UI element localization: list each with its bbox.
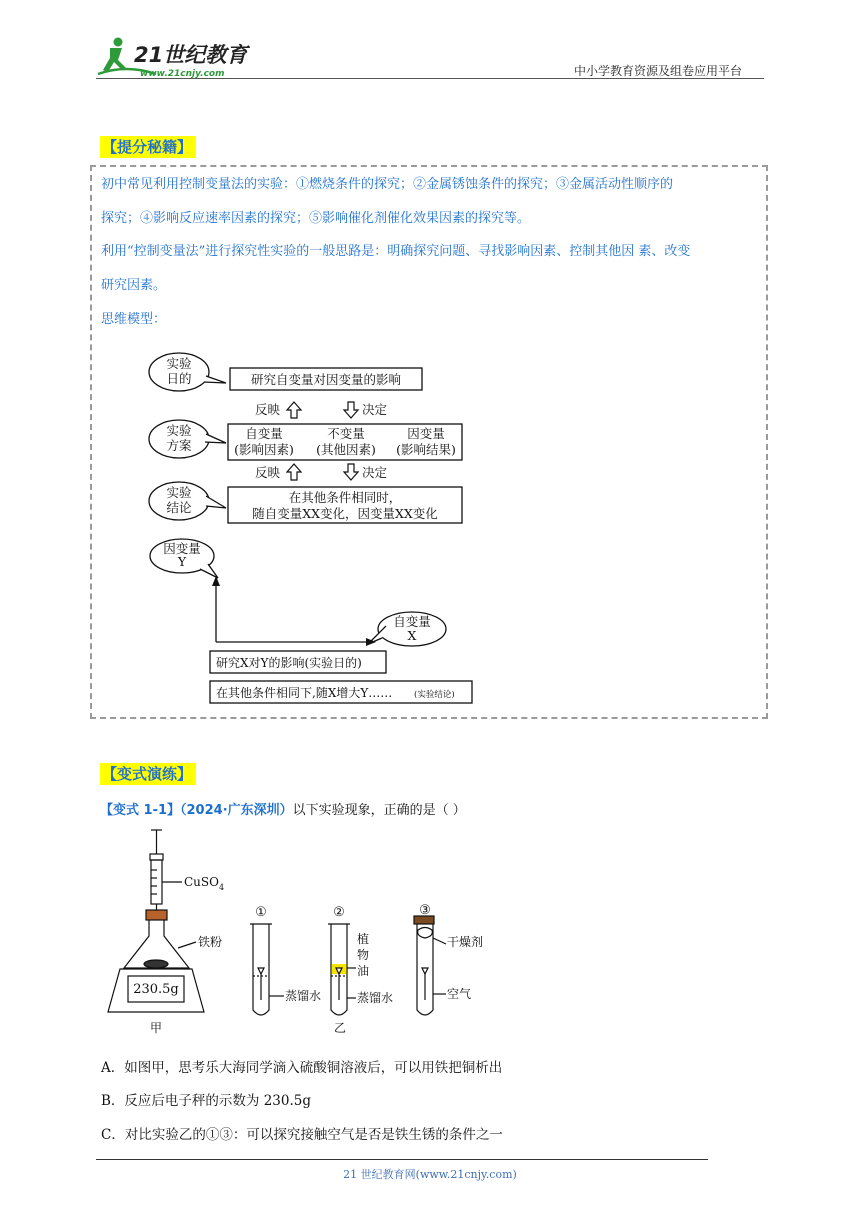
thinking-model-diagram bbox=[146, 346, 486, 714]
plan-col-3-line-2: (影响结果) bbox=[396, 442, 456, 457]
arrow-up-reflect-2 bbox=[287, 464, 301, 480]
practice-section-title: 【变式演练】 bbox=[100, 763, 196, 785]
logo-url-text: www.21cnjy.com bbox=[140, 69, 225, 79]
bubble-y-line-1: 因变量 bbox=[163, 541, 201, 556]
oil-label-line-1: 植 bbox=[357, 932, 370, 946]
tube-3-number: ③ bbox=[419, 903, 431, 918]
bubble-y-line-2: Y bbox=[177, 554, 187, 569]
tube-1-water-label: 蒸馏水 bbox=[285, 989, 322, 1003]
cuso4-label: CuSO$_4$ bbox=[184, 875, 225, 892]
iron-powder-label: 铁粉 bbox=[198, 935, 223, 949]
box-result-small-text: (实验结论) bbox=[414, 690, 455, 700]
tips-paragraph-2-line-2: 研究因素。 bbox=[101, 278, 167, 293]
thinking-model-label: 思维模型： bbox=[101, 312, 167, 327]
experiment-figure bbox=[100, 826, 484, 1048]
tube-2-number: ② bbox=[333, 905, 345, 920]
plan-col-2-line-1: 不变量 bbox=[327, 426, 365, 441]
arrow-up-reflect-1 bbox=[287, 402, 301, 418]
header-platform-text: 中小学教育资源及组卷应用平台 bbox=[574, 64, 743, 78]
test-tube-2-icon bbox=[328, 924, 356, 1015]
question-source: （2024·广东深圳） bbox=[180, 803, 293, 818]
footer-divider bbox=[96, 1159, 708, 1160]
air-label: 空气 bbox=[447, 987, 472, 1001]
arrow-down-decide-1 bbox=[344, 402, 358, 418]
option-a: A．如图甲，思考乐大海同学滴入硫酸铜溶液后，可以用铁把铜析出 bbox=[101, 1060, 503, 1076]
bubble-plan-line-1: 实验 bbox=[166, 423, 192, 438]
bubble-x-line-1: 自变量 bbox=[393, 614, 431, 629]
tube-1-number: ① bbox=[255, 905, 267, 920]
box-purpose-text: 研究自变量对因变量的影响 bbox=[250, 372, 402, 387]
bubble-purpose-line-2: 日的 bbox=[166, 371, 192, 386]
tips-paragraph-2-line-1: 利用“控制变量法”进行探究性实验的一般思路是：明确探究问题、寻找影响因素、控制其他因 素、改变 bbox=[101, 244, 691, 259]
figure-yi-label: 乙 bbox=[333, 1021, 347, 1035]
option-b: B．反应后电子秤的示数为 230.5g bbox=[101, 1093, 312, 1109]
y-arrowhead bbox=[212, 576, 220, 586]
footer-text: 21 世纪教育网(www.21cnjy.com) bbox=[343, 1168, 517, 1181]
oil-label-line-3: 油 bbox=[357, 964, 370, 978]
label-reflect-2: 反映 bbox=[254, 465, 280, 480]
label-decide-1: 决定 bbox=[362, 402, 388, 417]
bubble-plan-line-2: 方案 bbox=[166, 438, 192, 453]
box-research-text: 研究X对Y的影响(实验日的) bbox=[216, 656, 362, 670]
syringe-icon bbox=[150, 830, 182, 912]
plan-col-1-line-1: 自变量 bbox=[245, 426, 283, 441]
question-text: 以下实验现象，正确的是（ ） bbox=[292, 803, 466, 818]
scale-reading: 230.5g bbox=[133, 982, 179, 997]
bubble-purpose-line-1: 实验 bbox=[166, 356, 192, 371]
tips-section-title: 【提分秘籍】 bbox=[100, 136, 196, 158]
conical-flask-icon bbox=[124, 910, 196, 968]
test-tube-1-icon bbox=[250, 924, 284, 1015]
bubble-conclusion-line-2: 结论 bbox=[166, 500, 192, 515]
logo-text: 21世纪教育 bbox=[134, 43, 248, 67]
question-tag: 【变式 1-1】 bbox=[100, 803, 181, 818]
tips-paragraph-1-line-2: 探究；④影响反应速率因素的探究；⑤影响催化剂催化效果因素的探究等。 bbox=[101, 211, 531, 226]
header-divider bbox=[96, 78, 764, 79]
plan-col-3-line-1: 因变量 bbox=[407, 426, 445, 441]
question-header bbox=[100, 799, 466, 818]
plan-col-1-line-2: (影响因素) bbox=[234, 442, 294, 457]
tips-paragraph-1-line-1: 初中常见利用控制变量法的实验：①燃烧条件的探究；②金属锈蚀条件的探究；③金属活动性顺序的 bbox=[101, 177, 674, 192]
tube-2-water-label: 蒸馏水 bbox=[357, 991, 394, 1005]
label-decide-2: 决定 bbox=[362, 465, 388, 480]
box-conclusion-line-1: 在其他条件相同时， bbox=[288, 490, 402, 505]
box-conclusion-line-2: 随自变量XX变化，因变量XX变化 bbox=[252, 506, 438, 521]
box-result-text: 在其他条件相同下,随X增大Y…… bbox=[216, 686, 393, 700]
figure-jia-label: 甲 bbox=[149, 1021, 163, 1035]
label-reflect-1: 反映 bbox=[254, 402, 280, 417]
test-tube-3-icon bbox=[414, 916, 446, 1015]
oil-label-line-2: 物 bbox=[357, 948, 370, 962]
plan-col-2-line-2: (其他因素) bbox=[316, 442, 376, 457]
bubble-conclusion-line-1: 实验 bbox=[166, 485, 192, 500]
desiccant-label: 干燥剂 bbox=[447, 935, 484, 949]
option-c: C．对比实验乙的①③：可以探究接触空气是否是铁生锈的条件之一 bbox=[101, 1127, 503, 1143]
iron-powder-icon bbox=[144, 960, 168, 968]
bubble-x-line-2: X bbox=[407, 628, 417, 643]
arrow-down-decide-2 bbox=[344, 464, 358, 480]
site-logo bbox=[96, 34, 266, 82]
